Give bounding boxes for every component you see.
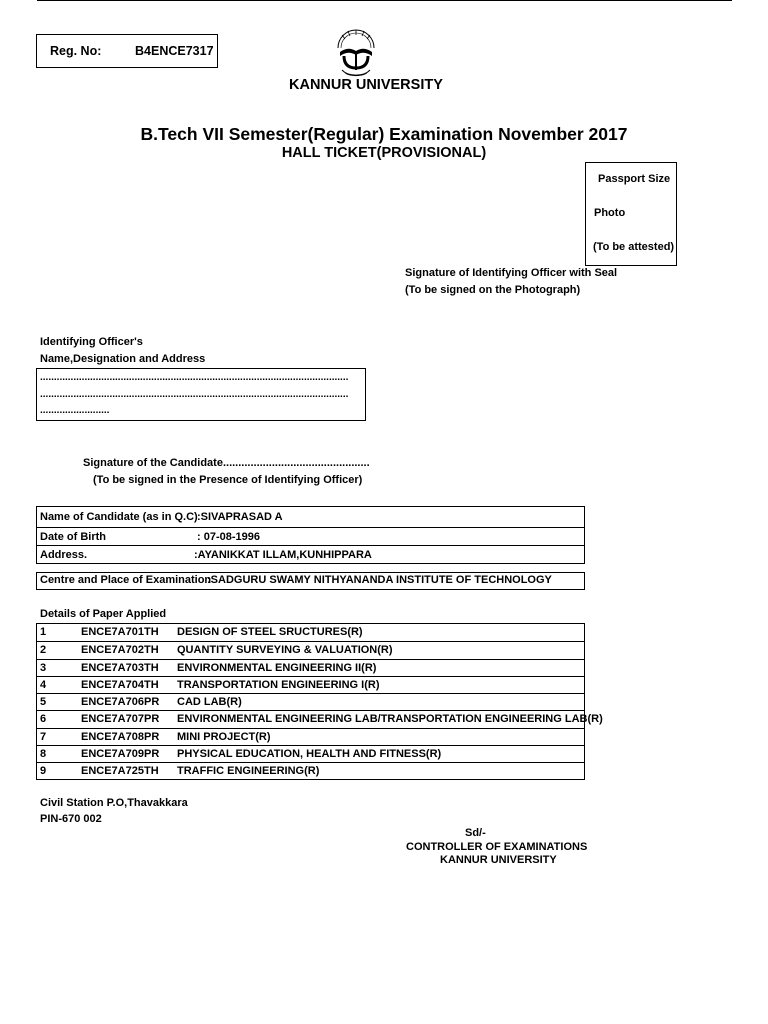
dob-row xyxy=(37,527,584,545)
paper-no: 4 xyxy=(40,678,47,691)
candidate-name-row xyxy=(37,507,584,527)
photo-label-size: Passport Size xyxy=(598,173,671,185)
reg-no-box xyxy=(36,34,218,68)
table-row xyxy=(37,710,603,727)
papers-table xyxy=(36,623,603,780)
paper-name: ENVIRONMENTAL ENGINEERING II(R) xyxy=(177,661,377,674)
dob-label: Date of Birth xyxy=(40,531,106,543)
table-row xyxy=(37,693,584,710)
paper-name: PHYSICAL EDUCATION, HEALTH AND FITNESS(R) xyxy=(177,747,442,760)
paper-name: TRANSPORTATION ENGINEERING I(R) xyxy=(177,678,380,691)
photo-label-photo: Photo xyxy=(594,207,626,219)
paper-no: 1 xyxy=(40,626,47,638)
paper-name: ENVIRONMENTAL ENGINEERING LAB/TRANSPORTATION ENGINEERING LAB(R) xyxy=(177,713,603,726)
paper-no: 2 xyxy=(40,644,47,657)
paper-code: ENCE7A703TH xyxy=(81,661,159,674)
exam-centre-row xyxy=(37,573,584,589)
university-emblem-icon xyxy=(330,26,382,78)
paper-name: TRAFFIC ENGINEERING(R) xyxy=(177,765,320,777)
paper-name: QUANTITY SURVEYING & VALUATION(R) xyxy=(177,644,393,657)
paper-no: 6 xyxy=(40,713,47,726)
exam-centre-box xyxy=(36,572,585,590)
dob-value: : 07-08-1996 xyxy=(197,531,260,543)
identifying-officer-label: Identifying Officer's xyxy=(40,336,143,348)
paper-no: 9 xyxy=(40,765,47,777)
table-row xyxy=(37,745,584,762)
officer-dots-line-3: ......................... xyxy=(40,405,110,416)
paper-code: ENCE7A702TH xyxy=(81,644,159,657)
paper-code: ENCE7A709PR xyxy=(81,747,160,760)
candidate-info-table xyxy=(36,506,585,564)
table-row xyxy=(37,624,584,641)
university-name: KANNUR UNIVERSITY xyxy=(289,77,443,93)
candidate-name-label: Name of Candidate (as in Q.C) xyxy=(40,511,198,523)
reg-no-label: Reg. No: xyxy=(50,44,102,58)
exam-title: B.Tech VII Semester(Regular) Examination November 2017 xyxy=(140,124,628,144)
table-row xyxy=(37,641,584,658)
candidate-name-value: :SIVAPRASAD A xyxy=(197,511,283,523)
officer-dots-line-1: ............................................................................................................... xyxy=(40,372,349,383)
paper-name: DESIGN OF STEEL SRUCTURES(R) xyxy=(177,626,363,638)
controller-title: CONTROLLER OF EXAMINATIONS xyxy=(406,841,588,853)
paper-no: 7 xyxy=(40,730,47,743)
paper-code: ENCE7A706PR xyxy=(81,696,160,708)
candidate-signature-label: Signature of the Candidate................................................ xyxy=(83,457,370,469)
table-row xyxy=(37,659,584,676)
paper-name: MINI PROJECT(R) xyxy=(177,730,271,743)
officer-dots-line-2: ............................................................................................................... xyxy=(40,388,349,400)
paper-no: 8 xyxy=(40,747,47,760)
paper-code: ENCE7A725TH xyxy=(81,765,159,777)
top-rule xyxy=(37,0,732,1)
paper-code: ENCE7A708PR xyxy=(81,730,160,743)
photo-label-attested: (To be attested) xyxy=(593,241,675,253)
exam-centre-value: :SADGURU SWAMY NITHYANANDA INSTITUTE OF TECHNOLOGY xyxy=(207,574,552,586)
address-row xyxy=(37,545,584,563)
paper-name: CAD LAB(R) xyxy=(177,696,242,708)
controller-university: KANNUR UNIVERSITY xyxy=(440,854,557,866)
exam-centre-label: Centre and Place of Examination xyxy=(40,574,212,586)
table-row xyxy=(37,728,584,745)
reg-no-value: B4ENCE7317 xyxy=(135,44,214,58)
hall-ticket-subtitle: HALL TICKET(PROVISIONAL) xyxy=(281,145,487,161)
papers-heading: Details of Paper Applied xyxy=(40,608,167,620)
office-address-line-1: Civil Station P.O,Thavakkara xyxy=(40,797,188,809)
sd-mark: Sd/- xyxy=(465,827,486,839)
address-label: Address. xyxy=(40,549,88,561)
paper-code: ENCE7A707PR xyxy=(81,713,160,726)
paper-code: ENCE7A701TH xyxy=(81,626,159,638)
passport-photo-box xyxy=(585,162,677,266)
office-address-pin: PIN-670 002 xyxy=(40,813,102,825)
paper-no: 3 xyxy=(40,661,47,674)
officer-signature-label: Signature of Identifying Officer with Seal xyxy=(405,267,618,279)
paper-code: ENCE7A704TH xyxy=(81,678,159,691)
table-row xyxy=(37,762,584,779)
table-row xyxy=(37,676,584,693)
paper-no: 5 xyxy=(40,696,47,708)
officer-signature-note: (To be signed on the Photograph) xyxy=(405,284,581,296)
candidate-signature-note: (To be signed in the Presence of Identifying Officer) xyxy=(93,474,363,486)
officer-details-box xyxy=(36,368,366,421)
officer-details-label: Name,Designation and Address xyxy=(40,353,206,365)
address-value: :AYANIKKAT ILLAM,KUNHIPPARA xyxy=(194,549,372,561)
